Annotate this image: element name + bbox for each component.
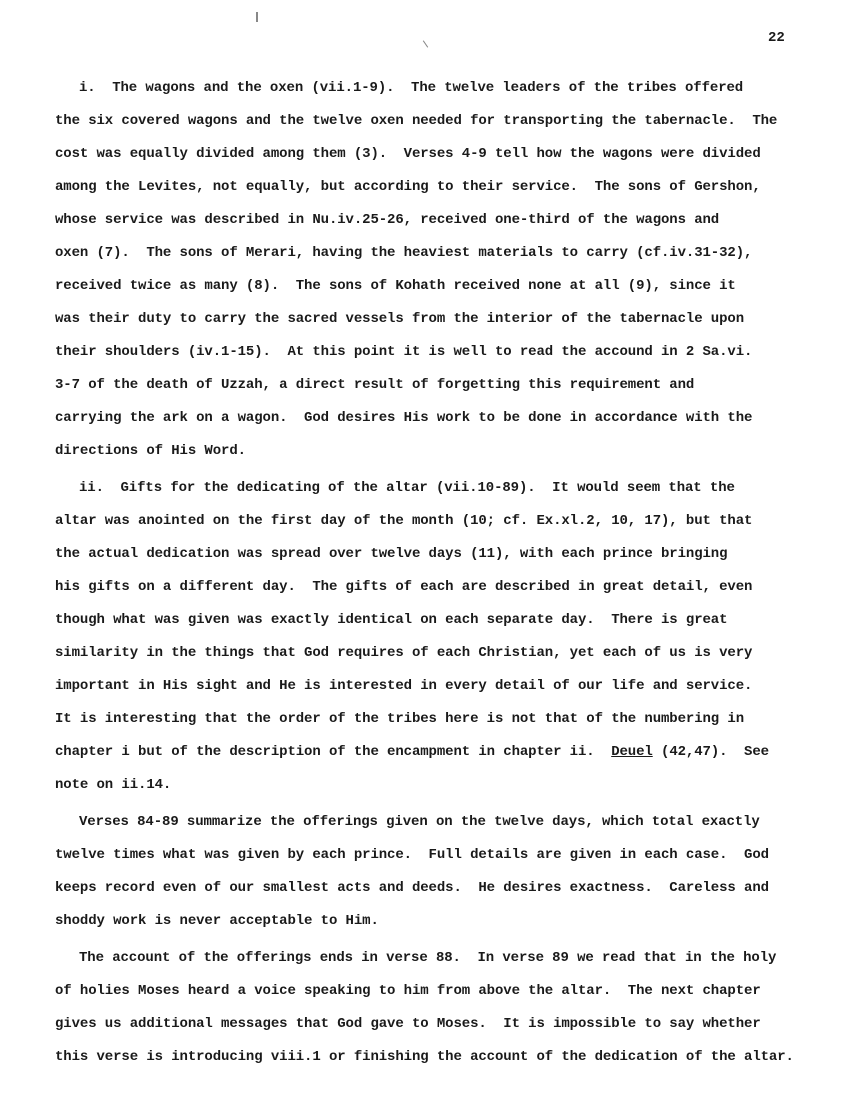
text-line: among the Levites, not equally, but according to their service. The sons of Gershon, [55,179,761,195]
page-number: 22 [768,30,785,46]
scan-mark [256,12,258,22]
text-line: keeps record even of our smallest acts and deeds. He desires exactness. Careless and [55,880,769,896]
paragraph [55,472,835,802]
text-line: twelve times what was given by each prince. Full details are given in each case. God [55,847,769,863]
text-line: this verse is introducing viii.1 or finishing the account of the dedication of the altar. [55,1049,794,1065]
text-line: shoddy work is never acceptable to Him. [55,913,379,929]
text-line: ii. Gifts for the dedicating of the altar (vii.10-89). It would seem that the [79,480,735,496]
text-line: i. The wagons and the oxen (vii.1-9). The twelve leaders of the tribes offered [79,80,744,96]
text-line: 3-7 of the death of Uzzah, a direct result of forgetting this requirement and [55,377,695,393]
text-line: important in His sight and He is interested in every detail of our life and service. [55,678,753,694]
text-line: similarity in the things that God requires of each Christian, yet each of us is very [55,645,753,661]
underlined-reference: Deuel [611,744,653,760]
text-line: It is interesting that the order of the tribes here is not that of the numbering in [55,711,745,727]
text-line: chapter i but of the description of the encampment in chapter ii. Deuel (42,47). See [55,744,769,760]
text-line: directions of His Word. [55,443,246,459]
text-line: the actual dedication was spread over twelve days (11), with each prince bringing [55,546,728,562]
text-line: gives us additional messages that God gave to Moses. It is impossible to say whether [55,1016,761,1032]
paragraph [55,806,835,938]
text-line: though what was given was exactly identical on each separate day. There is great [55,612,728,628]
text-line: altar was anointed on the first day of the month (10; cf. Ex.xl.2, 10, 17), but that [55,513,753,529]
text-line: oxen (7). The sons of Merari, having the heaviest materials to carry (cf.iv.31-32), [55,245,753,261]
paragraph [55,942,835,1074]
text-line: of holies Moses heard a voice speaking to him from above the altar. The next chapter [55,983,761,999]
text-line: received twice as many (8). The sons of Kohath received none at all (9), since it [55,278,736,294]
scan-mark [423,40,428,47]
reference-suffix: (42,47). See [652,744,769,760]
text-line: was their duty to carry the sacred vessels from the interior of the tabernacle upon [55,311,745,327]
text-line: cost was equally divided among them (3). Verses 4-9 tell how the wagons were divided [55,146,761,162]
document-body [55,72,835,1078]
text-line: The account of the offerings ends in verse 88. In verse 89 we read that in the holy [79,950,777,966]
text-line: his gifts on a different day. The gifts of each are described in great detail, even [55,579,753,595]
paragraph [55,72,835,468]
text-line: the six covered wagons and the twelve oxen needed for transporting the tabernacle. The [55,113,778,129]
text-line: whose service was described in Nu.iv.25-26, received one-third of the wagons and [55,212,720,228]
text-line: carrying the ark on a wagon. God desires His work to be done in accordance with the [55,410,753,426]
text-line: note on ii.14. [55,777,172,793]
text-line: their shoulders (iv.1-15). At this point it is well to read the accound in 2 Sa.vi. [55,344,753,360]
text-line: Verses 84-89 summarize the offerings given on the twelve days, which total exactly [79,814,760,830]
